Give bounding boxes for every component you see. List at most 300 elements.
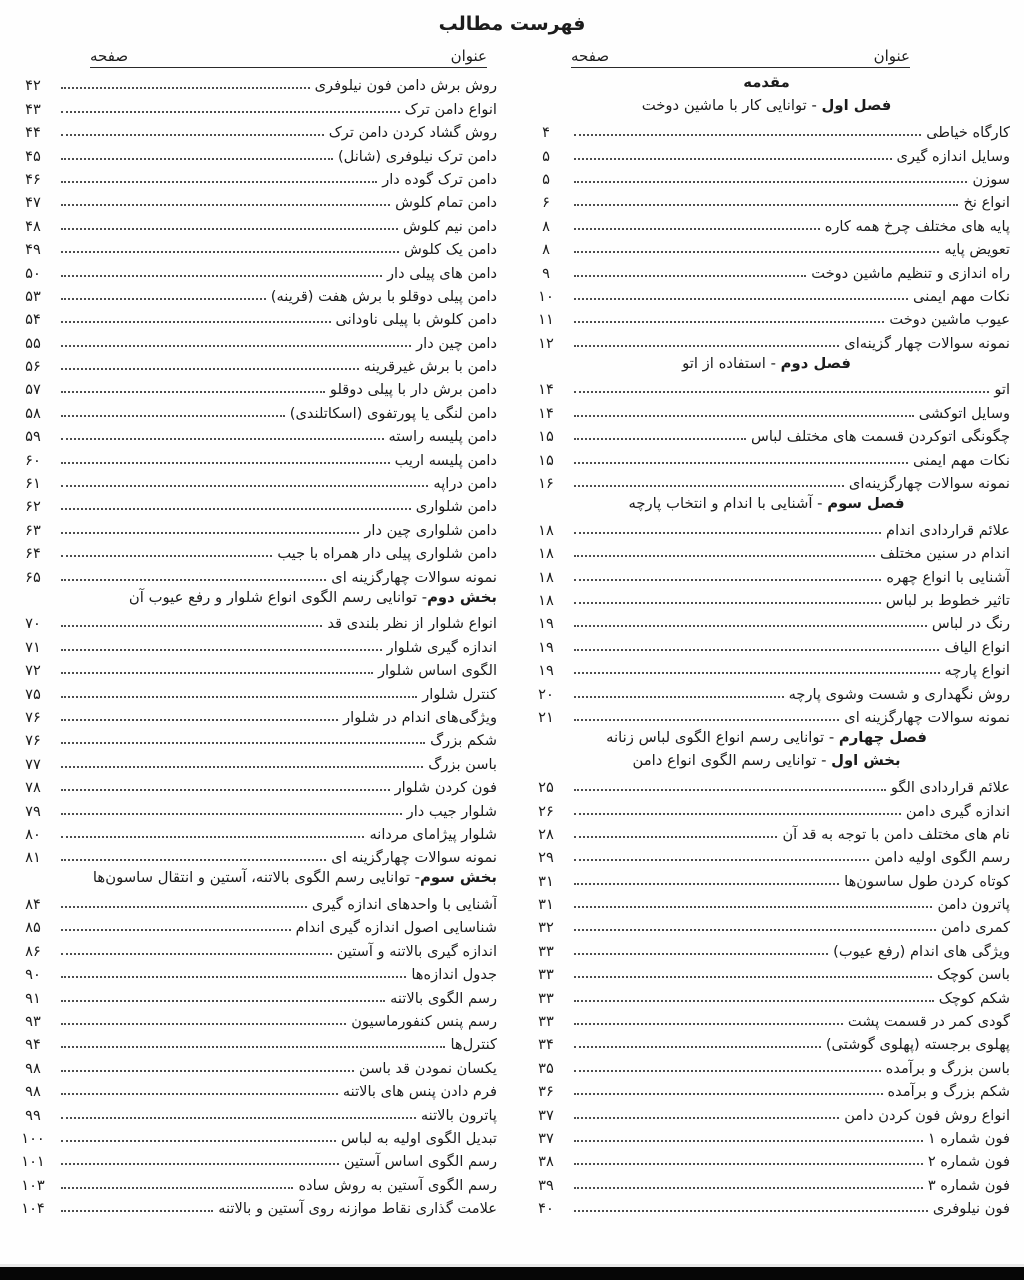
entry-title: پاترون دامن <box>937 896 1010 914</box>
toc-entry <box>10 422 497 445</box>
entry-title: رنگ در لباس <box>931 615 1010 633</box>
toc-entry <box>523 890 1010 913</box>
entry-title: کوتاه کردن طول ساسون‌ها <box>844 872 1010 890</box>
dotted-leader <box>574 906 932 908</box>
dotted-leader <box>574 883 839 885</box>
entry-page-number: ۷۰ <box>25 615 41 633</box>
column-header-title: عنوان <box>450 47 487 65</box>
entry-title: تعویض پایه <box>944 241 1010 259</box>
dotted-leader <box>61 649 382 651</box>
entry-title: دامن ترک نیلوفری (شانل) <box>337 147 497 165</box>
toc-entry <box>523 1077 1010 1100</box>
dotted-leader <box>574 1093 883 1095</box>
toc-entry <box>10 258 497 281</box>
entry-page-number: ۳۷ <box>538 1129 554 1147</box>
toc-entry <box>10 539 497 562</box>
toc-entry <box>523 820 1010 843</box>
entry-page-number: ۱۸ <box>538 545 554 563</box>
toc-entry <box>523 913 1010 936</box>
toc-entry <box>10 1124 497 1147</box>
dotted-leader <box>61 462 390 464</box>
entry-title: روش برش دامن فون نیلوفری <box>314 77 497 95</box>
entry-page-number: ۶۳ <box>25 521 41 539</box>
dotted-leader <box>574 204 958 206</box>
section-heading-bold: فصل سوم <box>827 495 905 513</box>
entry-title: دامن تمام کلوش <box>395 194 497 212</box>
section-heading-bold: بخش دوم <box>427 588 497 606</box>
entry-page-number: ۱۰ <box>538 287 554 305</box>
toc-section-heading <box>523 726 1010 749</box>
toc-entry <box>10 820 497 843</box>
toc-entry <box>523 258 1010 281</box>
entry-page-number: ۱۵ <box>538 451 554 469</box>
toc-columns <box>0 35 1024 1217</box>
toc-entry <box>10 235 497 258</box>
toc-section-heading <box>523 492 1010 515</box>
dotted-leader <box>61 836 364 838</box>
toc-entry <box>523 188 1010 211</box>
dotted-leader <box>574 321 884 323</box>
toc-column-right <box>523 43 1010 1217</box>
section-heading-bold: مقدمه <box>743 74 790 91</box>
entry-page-number: ۱۹ <box>538 662 554 680</box>
entry-title: عیوب ماشین دوخت <box>889 311 1010 329</box>
entry-page-number: ۳۴ <box>538 1036 554 1054</box>
toc-entry <box>10 749 497 772</box>
toc-entry <box>10 398 497 421</box>
entry-title: دامن شلواری پیلی دار همراه با جیب <box>277 545 497 563</box>
toc-entry <box>523 586 1010 609</box>
entry-title: باسن بزرگ <box>428 755 497 773</box>
entry-title: کمری دامن <box>941 919 1010 937</box>
entry-title: شلوار پیژامای مردانه <box>369 825 497 843</box>
toc-entry <box>523 118 1010 141</box>
entry-page-number: ۱۵ <box>538 428 554 446</box>
dotted-leader <box>61 275 382 277</box>
toc-entry <box>523 165 1010 188</box>
entry-title: انواع نخ <box>963 194 1010 212</box>
toc-entry <box>10 71 497 94</box>
section-heading-bold: فصل اول <box>821 97 892 115</box>
dotted-leader <box>61 1070 354 1072</box>
entry-page-number: ۱۰۳ <box>21 1176 45 1194</box>
dotted-leader <box>574 929 936 931</box>
toc-entry <box>523 632 1010 655</box>
dotted-leader <box>574 1187 923 1189</box>
entry-title: دامن ترک گوده دار <box>382 170 497 188</box>
entry-title: نکات مهم ایمنی <box>913 287 1010 305</box>
entry-page-number: ۱۰۱ <box>21 1153 45 1171</box>
entry-page-number: ۹۱ <box>25 989 41 1007</box>
dotted-leader <box>61 1187 293 1189</box>
column-header-title: عنوان <box>873 47 910 65</box>
entry-title: رسم پنس کنفورماسیون <box>351 1013 497 1031</box>
toc-entry <box>10 1194 497 1217</box>
toc-entry <box>10 703 497 726</box>
entry-title: شکم بزرگ <box>430 732 497 750</box>
entry-page-number: ۳۵ <box>538 1059 554 1077</box>
entry-title: انواع دامن ترک <box>404 100 497 118</box>
section-heading-rest: - توانایی رسم انواع الگوی لباس زنانه <box>606 728 839 746</box>
dotted-leader <box>574 672 940 674</box>
entry-page-number: ۵۸ <box>25 404 41 422</box>
entry-title: تبدیل الگوی اولیه به لباس <box>340 1129 497 1147</box>
entry-page-number: ۱۱ <box>538 311 554 329</box>
dotted-leader <box>61 415 285 417</box>
toc-entry <box>10 118 497 141</box>
dotted-leader <box>574 1000 934 1002</box>
dotted-leader <box>574 1070 881 1072</box>
entry-title: اندازه گیری بالاتنه و آستین <box>336 942 497 960</box>
section-heading-rest: - استفاده از اتو <box>682 354 781 372</box>
entry-page-number: ۵۴ <box>25 311 41 329</box>
entry-page-number: ۱۶ <box>538 475 554 493</box>
entry-title: کارگاه خیاطی <box>926 124 1010 142</box>
entry-title: الگوی اساس شلوار <box>377 662 497 680</box>
dotted-leader <box>61 625 322 627</box>
entry-page-number: ۶۱ <box>25 475 41 493</box>
toc-entry <box>523 773 1010 796</box>
entry-title: شکم کوچک <box>938 989 1010 1007</box>
entry-page-number: ۱۸ <box>538 521 554 539</box>
section-heading-rest: - آشنایی با اندام و انتخاب پارچه <box>628 495 828 513</box>
dotted-leader <box>574 275 806 277</box>
dotted-leader <box>574 836 777 838</box>
entry-title: فون شماره ۲ <box>927 1153 1010 1171</box>
entry-title: دامن شلواری چین دار <box>364 521 497 539</box>
toc-entry <box>10 1007 497 1030</box>
dotted-leader <box>574 228 820 230</box>
entry-page-number: ۵ <box>542 147 550 165</box>
entry-page-number: ۴۴ <box>25 124 41 142</box>
entry-title: دامن پیلی دوقلو با برش هفت (قرینه) <box>270 287 497 305</box>
dotted-leader <box>574 134 921 136</box>
section-heading-bold: بخش اول <box>831 752 901 770</box>
toc-entry <box>523 141 1010 164</box>
entry-title: اندام در سنین مختلف <box>879 545 1010 563</box>
entry-title: فون کردن شلوار <box>394 779 497 797</box>
toc-entry <box>523 1030 1010 1053</box>
entry-page-number: ۶۵ <box>25 568 41 586</box>
dotted-leader <box>574 579 881 581</box>
dotted-leader <box>574 625 927 627</box>
entry-title: وسایل اندازه گیری <box>896 147 1010 165</box>
dotted-leader <box>61 742 425 744</box>
dotted-leader <box>61 228 398 230</box>
dotted-leader <box>61 485 428 487</box>
dotted-leader <box>61 1163 339 1165</box>
dotted-leader <box>61 111 400 113</box>
entry-page-number: ۶ <box>542 194 550 212</box>
dotted-leader <box>61 1093 338 1095</box>
toc-entry <box>10 165 497 188</box>
toc-entry <box>523 703 1010 726</box>
entry-title: نمونه سوالات چهارگزینه ای <box>331 849 497 867</box>
toc-entry <box>10 188 497 211</box>
dotted-leader <box>61 1210 213 1212</box>
toc-entry <box>10 562 497 585</box>
toc-rows-left <box>10 68 497 1217</box>
dotted-leader <box>574 181 967 183</box>
toc-entry <box>10 352 497 375</box>
dotted-leader <box>574 953 828 955</box>
entry-page-number: ۸ <box>542 217 550 235</box>
dotted-leader <box>61 719 338 721</box>
dotted-leader <box>61 555 272 557</box>
section-heading-bold: فصل دوم <box>780 354 851 372</box>
entry-page-number: ۱۰۴ <box>21 1200 45 1218</box>
entry-title: ویژگی‌های اندام در شلوار <box>343 708 497 726</box>
dotted-leader <box>574 789 886 791</box>
toc-entry <box>10 211 497 234</box>
entry-title: گودی کمر در قسمت پشت <box>847 1013 1010 1031</box>
toc-section-heading <box>523 749 1010 772</box>
entry-title: دامن پلیسه اریب <box>394 451 497 469</box>
dotted-leader <box>61 813 402 815</box>
dotted-leader <box>574 462 908 464</box>
toc-entry <box>10 1030 497 1053</box>
entry-page-number: ۳۳ <box>538 942 554 960</box>
entry-title: کنترل‌ها <box>450 1036 497 1054</box>
toc-entry <box>523 866 1010 889</box>
entry-title: دامن کلوش با پیلی ناودانی <box>335 311 497 329</box>
toc-entry <box>523 515 1010 538</box>
column-header <box>571 43 910 68</box>
toc-column-left <box>10 43 497 1217</box>
entry-page-number: ۱۹ <box>538 615 554 633</box>
dotted-leader <box>61 321 331 323</box>
entry-title: پایه های مختلف چرخ همه کاره <box>824 217 1010 235</box>
dotted-leader <box>574 345 839 347</box>
toc-entry <box>10 679 497 702</box>
entry-page-number: ۹۴ <box>25 1036 41 1054</box>
entry-page-number: ۴۵ <box>25 147 41 165</box>
toc-entry <box>10 1100 497 1123</box>
toc-entry <box>523 1100 1010 1123</box>
entry-page-number: ۸ <box>542 241 550 259</box>
entry-title: دامن با برش غیرقرینه <box>363 358 497 376</box>
entry-page-number: ۱۸ <box>538 568 554 586</box>
entry-page-number: ۳۱ <box>538 872 554 890</box>
entry-title: علامت گذاری نقاط موازنه روی آستین و بالاتنه <box>218 1200 497 1218</box>
dotted-leader <box>574 158 892 160</box>
toc-entry <box>523 235 1010 258</box>
toc-entry <box>10 94 497 117</box>
toc-entry <box>10 890 497 913</box>
entry-page-number: ۲۰ <box>538 685 554 703</box>
toc-entry <box>523 539 1010 562</box>
entry-title: دامن شلواری <box>415 498 497 516</box>
dotted-leader <box>574 696 784 698</box>
entry-title: رسم الگوی بالاتنه <box>390 989 497 1007</box>
column-header-page: صفحه <box>90 47 129 65</box>
entry-title: دامن های پیلی دار <box>386 264 497 282</box>
entry-page-number: ۴ <box>542 124 550 142</box>
dotted-leader <box>61 906 307 908</box>
dotted-leader <box>61 345 411 347</box>
dotted-leader <box>574 391 989 393</box>
toc-entry <box>10 305 497 328</box>
dotted-leader <box>574 298 908 300</box>
toc-entry <box>10 1170 497 1193</box>
entry-title: دامن برش دار با پیلی دوقلو <box>329 381 497 399</box>
entry-title: دامن پلیسه راسته <box>388 428 497 446</box>
entry-title: دامن چین دار <box>416 334 497 352</box>
dotted-leader <box>574 1210 928 1212</box>
entry-page-number: ۶۰ <box>25 451 41 469</box>
entry-page-number: ۳۳ <box>538 966 554 984</box>
toc-entry <box>523 1170 1010 1193</box>
entry-page-number: ۸۵ <box>25 919 41 937</box>
entry-title: انواع الیاف <box>944 638 1010 656</box>
dotted-leader <box>61 1140 336 1142</box>
toc-entry <box>10 609 497 632</box>
entry-title: نمونه سوالات چهارگزینه‌ای <box>848 475 1010 493</box>
toc-entry <box>523 983 1010 1006</box>
entry-title: فون نیلوفری <box>932 1200 1010 1218</box>
entry-page-number: ۳۶ <box>538 1083 554 1101</box>
entry-title: یکسان نمودن قد باسن <box>359 1059 497 1077</box>
entry-page-number: ۵۳ <box>25 287 41 305</box>
entry-page-number: ۹۳ <box>25 1013 41 1031</box>
dotted-leader <box>574 251 939 253</box>
toc-entry <box>10 843 497 866</box>
dotted-leader <box>61 134 324 136</box>
toc-entry <box>523 656 1010 679</box>
entry-page-number: ۵ <box>542 170 550 188</box>
dotted-leader <box>574 719 839 721</box>
toc-entry <box>10 773 497 796</box>
dotted-leader <box>61 859 326 861</box>
toc-entry <box>10 469 497 492</box>
toc-entry <box>523 1053 1010 1076</box>
toc-section-heading <box>523 71 1010 94</box>
entry-title: آشنایی با انواع چهره <box>886 568 1010 586</box>
dotted-leader <box>61 579 326 581</box>
dotted-leader <box>574 1023 843 1025</box>
toc-entry <box>10 983 497 1006</box>
entry-title: تاثیر خطوط بر لباس <box>885 591 1010 609</box>
dotted-leader <box>574 485 844 487</box>
toc-section-heading <box>523 94 1010 117</box>
entry-page-number: ۴۲ <box>25 77 41 95</box>
entry-page-number: ۷۷ <box>25 755 41 773</box>
dotted-leader <box>61 1023 346 1025</box>
section-heading-rest: - توانایی کار با ماشین دوخت <box>641 97 822 115</box>
entry-page-number: ۴۹ <box>25 241 41 259</box>
entry-page-number: ۲۶ <box>538 802 554 820</box>
entry-page-number: ۵۷ <box>25 381 41 399</box>
entry-title: پهلوی برجسته (پهلوی گوشتی) <box>825 1036 1010 1054</box>
dotted-leader <box>574 1117 839 1119</box>
entry-page-number: ۲۸ <box>538 825 554 843</box>
entry-page-number: ۸۴ <box>25 896 41 914</box>
entry-title: باسن بزرگ و برآمده <box>885 1059 1010 1077</box>
dotted-leader <box>61 766 423 768</box>
entry-page-number: ۷۲ <box>25 662 41 680</box>
toc-entry <box>10 515 497 538</box>
entry-title: چگونگی اتوکردن قسمت های مختلف لباس <box>751 428 1010 446</box>
toc-entry <box>523 796 1010 819</box>
entry-page-number: ۸۱ <box>25 849 41 867</box>
toc-rows-right <box>523 68 1010 1217</box>
entry-page-number: ۲۵ <box>538 779 554 797</box>
entry-title: کنترل شلوار <box>422 685 497 703</box>
toc-entry <box>523 375 1010 398</box>
dotted-leader <box>61 976 406 978</box>
dotted-leader <box>574 532 881 534</box>
toc-entry <box>523 1147 1010 1170</box>
entry-page-number: ۳۸ <box>538 1153 554 1171</box>
dotted-leader <box>61 696 417 698</box>
toc-entry <box>523 562 1010 585</box>
entry-title: دامن لنگی یا پورتفوی (اسکاتلندی) <box>289 404 497 422</box>
dotted-leader <box>61 204 390 206</box>
toc-entry <box>523 960 1010 983</box>
dotted-leader <box>61 789 390 791</box>
entry-title: اتو <box>994 381 1010 399</box>
toc-entry <box>523 936 1010 959</box>
dotted-leader <box>61 532 359 534</box>
entry-title: علائم قراردادی الگو <box>890 779 1010 797</box>
dotted-leader <box>61 1117 416 1119</box>
entry-page-number: ۱۲ <box>538 334 554 352</box>
toc-entry <box>523 1007 1010 1030</box>
toc-entry <box>10 656 497 679</box>
section-heading-bold: بخش سوم <box>420 869 497 887</box>
dotted-leader <box>574 438 746 440</box>
toc-entry <box>10 141 497 164</box>
section-heading-rest: - توانایی رسم الگوی بالاتنه، آستین و انتقال ساسون‌ها <box>92 869 421 887</box>
toc-section-heading <box>10 586 497 609</box>
dotted-leader <box>574 859 869 861</box>
entry-page-number: ۶۲ <box>25 498 41 516</box>
entry-title: روش گشاد کردن دامن ترک <box>328 124 497 142</box>
toc-entry <box>523 305 1010 328</box>
toc-entry <box>10 375 497 398</box>
toc-entry <box>10 936 497 959</box>
entry-page-number: ۱۴ <box>538 404 554 422</box>
entry-title: فرم دادن پنس های بالاتنه <box>342 1083 497 1101</box>
toc-entry <box>523 469 1010 492</box>
column-header <box>90 43 487 68</box>
section-heading-bold: فصل چهارم <box>838 728 927 746</box>
dotted-leader <box>574 813 901 815</box>
entry-title: اندازه گیری دامن <box>905 802 1010 820</box>
entry-page-number: ۱۸ <box>538 591 554 609</box>
entry-title: شکم بزرگ و برآمده <box>887 1083 1010 1101</box>
toc-entry <box>523 211 1010 234</box>
entry-title: وسایل اتوکشی <box>918 404 1010 422</box>
entry-page-number: ۴۸ <box>25 217 41 235</box>
entry-page-number: ۸۰ <box>25 825 41 843</box>
toc-entry <box>523 1194 1010 1217</box>
entry-page-number: ۵۰ <box>25 264 41 282</box>
dotted-leader <box>61 298 266 300</box>
toc-section-heading <box>10 866 497 889</box>
dotted-leader <box>574 555 875 557</box>
entry-title: انواع پارچه <box>944 662 1010 680</box>
entry-page-number: ۹۸ <box>25 1059 41 1077</box>
dotted-leader <box>574 415 914 417</box>
dotted-leader <box>61 87 310 89</box>
dotted-leader <box>61 1000 385 1002</box>
entry-title: پاترون بالاتنه <box>420 1106 497 1124</box>
dotted-leader <box>574 1046 821 1048</box>
toc-entry <box>10 913 497 936</box>
entry-page-number: ۴۶ <box>25 170 41 188</box>
entry-title: انواع روش فون کردن دامن <box>844 1106 1010 1124</box>
